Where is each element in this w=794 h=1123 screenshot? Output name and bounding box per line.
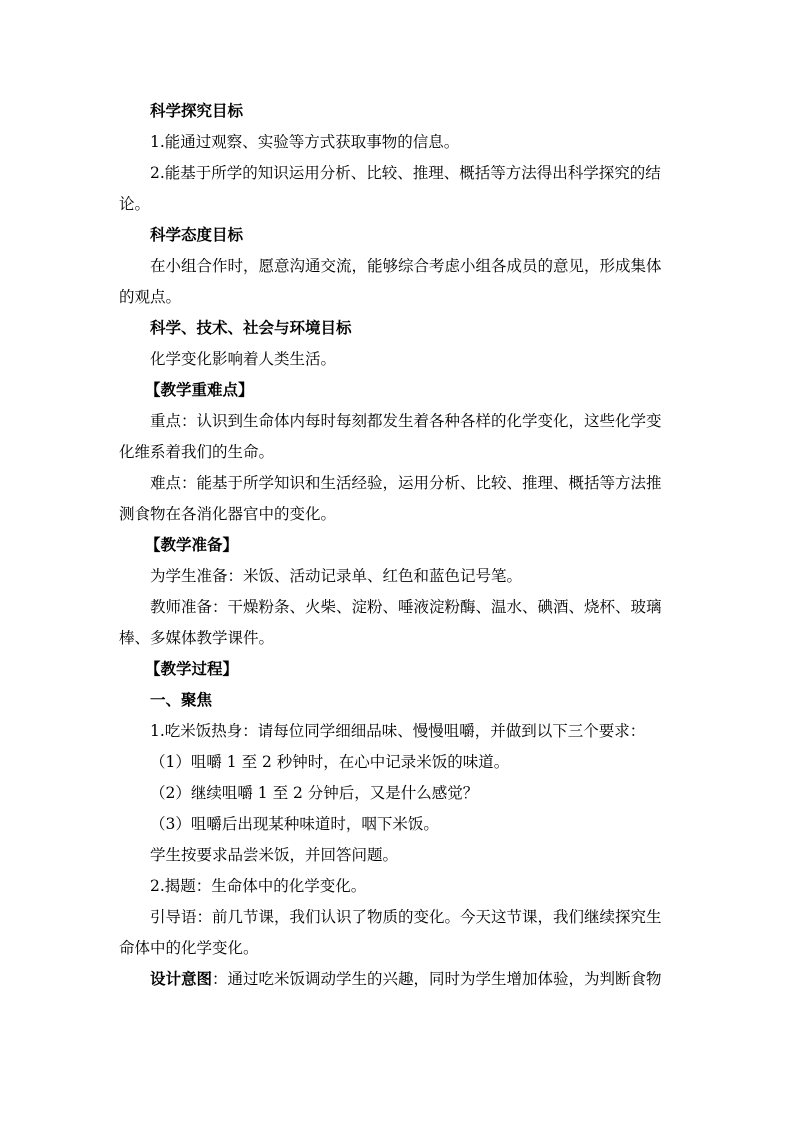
intro-line-1: 引导语：前几节课，我们认识了物质的变化。今天这节课，我们继续探究生 [150,908,662,926]
intro-line-2: 命体中的化学变化。 [119,939,259,957]
preparation-teacher-line-1: 教师准备：干燥粉条、火柴、淀粉、唾液淀粉酶、温水、碘酒、烧杯、玻璃 [150,598,662,616]
preparation-students: 为学生准备：米饭、活动记录单、红色和蓝色记号笔。 [150,567,523,585]
difficult-point-line-2: 测食物在各消化器官中的变化。 [119,505,337,523]
process-step-2: 2.揭题：生命体中的化学变化。 [150,877,367,895]
difficult-point-line-1: 难点：能基于所学知识和生活经验，运用分析、比较、推理、概括等方法推 [150,474,662,492]
key-point-line-2: 化维系着我们的生命。 [119,443,275,461]
document-body [119,96,679,995]
design-intent-label: 设计意图 [150,970,213,988]
preparation-teacher-line-2: 棒、多媒体教学课件。 [119,629,275,647]
part1-heading: 一、聚焦 [150,691,213,709]
process-heading: 【教学过程】 [145,660,239,678]
inquiry-goal-heading: 科学探究目标 [150,102,244,120]
inquiry-goal-item-2: 2.能基于所学的知识运用分析、比较、推理、概括等方法得出科学探究的结 [150,164,661,182]
inquiry-goal-item-1: 1.能通过观察、实验等方式获取事物的信息。 [150,133,460,151]
requirement-3: （3）咀嚼后出现某种味道时，咽下米饭。 [150,815,439,833]
design-intent-line [119,964,679,995]
sts-goal-heading: 科学、技术、社会与环境目标 [150,319,352,337]
key-points-heading: 【教学重难点】 [145,381,254,399]
student-action: 学生按要求品尝米饭，并回答问题。 [150,846,399,864]
attitude-goal-line-1: 在小组合作时，愿意沟通交流，能够综合考虑小组各成员的意见，形成集体 [150,257,662,275]
inquiry-goal-item-2-cont: 论。 [119,195,151,213]
requirement-2: （2）继续咀嚼 1 至 2 分钟后，又是什么感觉？ [150,784,479,802]
attitude-goal-line-2: 的观点。 [119,288,182,306]
attitude-goal-heading: 科学态度目标 [150,226,244,244]
requirement-1: （1）咀嚼 1 至 2 秒钟时，在心中记录米饭的味道。 [150,753,510,771]
key-point-line-1: 重点：认识到生命体内每时每刻都发生着各种各样的化学变化，这些化学变 [150,412,662,430]
process-step-1: 1.吃米饭热身：请每位同学细细品味、慢慢咀嚼，并做到以下三个要求： [150,722,646,740]
design-intent-text: ：通过吃米饭调动学生的兴趣，同时为学生增加体验，为判断食物 [212,970,662,988]
preparation-heading: 【教学准备】 [145,536,239,554]
sts-goal-text: 化学变化影响着人类生活。 [150,350,337,368]
